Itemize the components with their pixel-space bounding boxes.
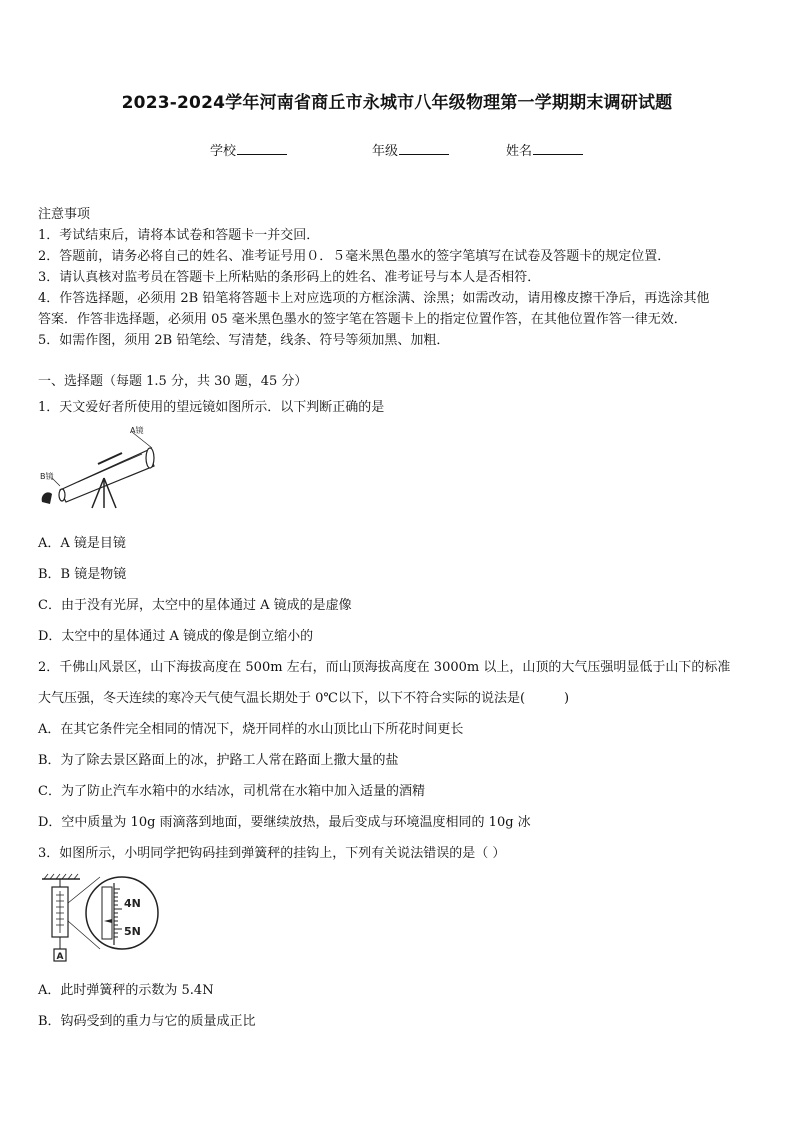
weight-label: A bbox=[56, 952, 64, 962]
question-1-option-a: A．A 镜是目镜 bbox=[38, 536, 126, 551]
lens-a-label: A镜 bbox=[130, 426, 144, 435]
name-field[interactable] bbox=[506, 140, 583, 159]
finder-scope bbox=[98, 453, 122, 464]
grade-field[interactable] bbox=[372, 140, 449, 159]
lens-b bbox=[59, 489, 65, 501]
question-2-stem-line: 2．千佛山风景区，山下海拔高度在 500m 左右，而山顶海拔高度在 3000m 以上，山顶的大气压强明显低于山下的标准 bbox=[38, 660, 731, 675]
question-2-stem-line: 大气压强，冬天连续的寒冷天气使气温长期处于 0℃以下，以下不符合实际的说法是( ) bbox=[38, 691, 570, 706]
telescope-figure bbox=[38, 420, 168, 510]
notice-item: 1．考试结束后，请将本试卷和答题卡一并交回． bbox=[38, 228, 320, 243]
telescope-tube bbox=[60, 450, 154, 502]
notice-item: 5．如需作图，须用 2B 铅笔绘、写清楚，线条、符号等须加黑、加粗． bbox=[38, 333, 450, 348]
question-3-option-a: A．此时弹簧秤的示数为 5.4N bbox=[38, 983, 214, 998]
name-blank[interactable] bbox=[533, 142, 583, 155]
question-1-stem: 1．天文爱好者所使用的望远镜如图所示．以下判断正确的是 bbox=[38, 400, 385, 415]
notice-item: 3．请认真核对监考员在答题卡上所粘贴的条形码上的姓名、准考证号与本人是否相符． bbox=[38, 270, 541, 285]
question-3-stem: 3．如图所示，小明同学把钩码挂到弹簧秤的挂钩上，下列有关说法错误的是（ ） bbox=[38, 846, 506, 861]
notice-item: 2．答题前，请务必将自己的姓名、准考证号用０．５毫米黑色墨水的签字笔填写在试卷及答题卡的规定位置． bbox=[38, 249, 671, 264]
exam-title: 2023-2024学年河南省商丘市永城市八年级物理第一学期期末调研试题 bbox=[121, 93, 673, 113]
question-3-option-b: B．钩码受到的重力与它的质量成正比 bbox=[38, 1014, 256, 1029]
magnified-pointer-strip bbox=[102, 887, 112, 939]
question-2-option-d: D．空中质量为 10g 雨滴落到地面，要继续放热，最后变成与环境温度相同的 10g 冰 bbox=[38, 815, 531, 830]
notice-item: 4．作答选择题，必须用 2B 铅笔将答题卡上对应选项的方框涂满、涂黑；如需改动，请用橡皮擦干净后，再选涂其他 bbox=[38, 291, 710, 306]
school-blank[interactable] bbox=[237, 142, 287, 155]
lens-b-label: B镜 bbox=[40, 472, 54, 481]
spring-scale-figure bbox=[38, 873, 168, 965]
grade-blank[interactable] bbox=[399, 142, 449, 155]
tick-label-5n: 5N bbox=[124, 925, 141, 938]
question-2-option-c: C．为了防止汽车水箱中的水结冰，司机常在水箱中加入适量的酒精 bbox=[38, 784, 425, 799]
question-2-option-b: B．为了除去景区路面上的冰，护路工人常在路面上撒大量的盐 bbox=[38, 753, 399, 768]
school-label: 学校 bbox=[210, 144, 237, 159]
notice-heading: 注意事项 bbox=[38, 207, 91, 222]
question-1-option-c: C．由于没有光屏，太空中的星体通过 A 镜成的是虚像 bbox=[38, 598, 352, 613]
grade-label: 年级 bbox=[372, 144, 399, 159]
magnified-view bbox=[86, 877, 158, 949]
tick-label-4n: 4N bbox=[124, 897, 141, 910]
name-label: 姓名 bbox=[506, 144, 533, 159]
notice-item: 答案．作答非选择题，必须用 05 毫米黑色墨水的签字笔在答题卡上的指定位置作答，在其他位置作答一律无效． bbox=[38, 312, 687, 327]
question-1-option-d: D．太空中的星体通过 A 镜成的像是倒立缩小的 bbox=[38, 629, 314, 644]
observer-head bbox=[42, 492, 52, 504]
section-heading: 一、选择题（每题 1.5 分，共 30 题，45 分） bbox=[38, 374, 308, 389]
lens-a bbox=[146, 448, 154, 468]
question-1-option-b: B．B 镜是物镜 bbox=[38, 567, 127, 582]
school-field[interactable] bbox=[210, 140, 287, 159]
question-2-option-a: A．在其它条件完全相同的情况下，烧开同样的水山顶比山下所花时间更长 bbox=[38, 722, 464, 737]
